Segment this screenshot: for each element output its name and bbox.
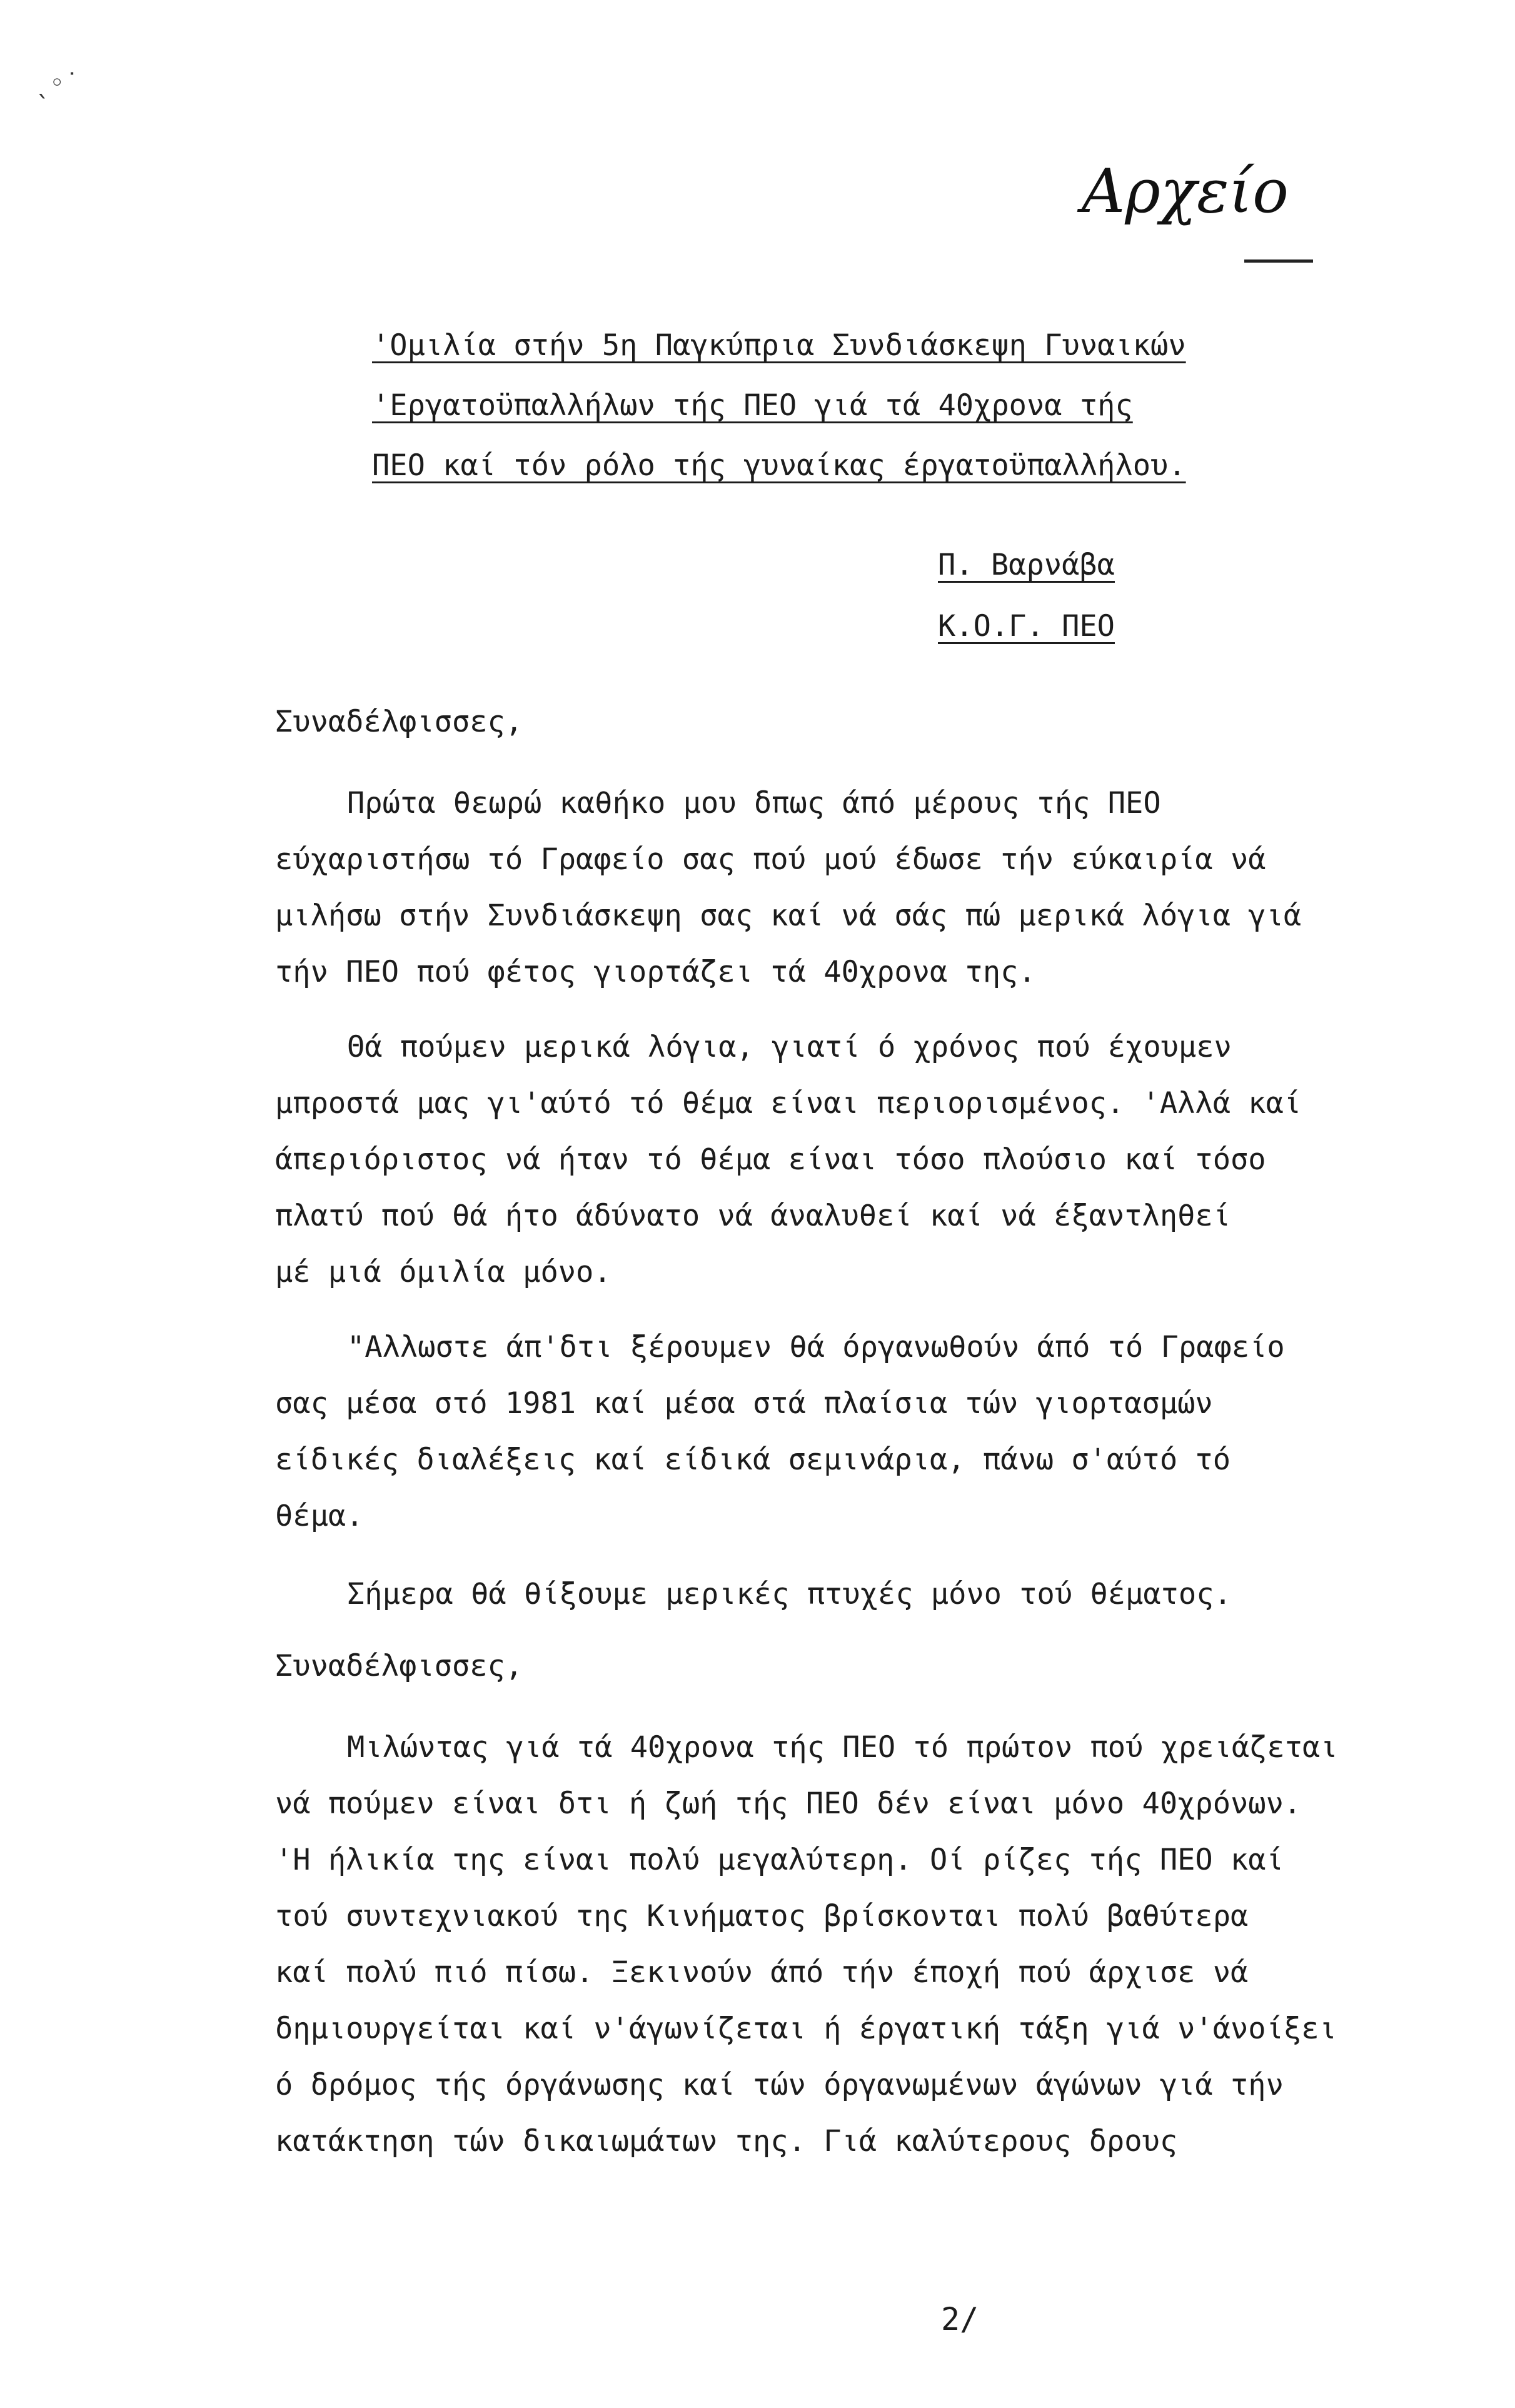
speech-title xyxy=(372,316,1260,496)
salutation: Συναδέλφισσες, xyxy=(275,1649,523,1683)
body-line: νά πούμεν είναι δτι ή ζωή τής ΠΕΟ δέν είναι μόνο 40χρόνων. xyxy=(275,1786,1302,1821)
author-name: Π. Βαρνάβα xyxy=(938,548,1115,582)
title-line: 'Εργατοϋπαλλήλων τής ΠΕΟ γιά τά 40χρονα τής xyxy=(372,388,1133,423)
body-line: σας μέσα στό 1981 καί μέσα στά πλαίσια τών γιορτασμών xyxy=(275,1386,1213,1421)
body-line: είδικές διαλέξεις καί είδικά σεμινάρια, πάνω σ'αύτό τό xyxy=(275,1443,1231,1477)
body-line: μέ μιά όμιλία μόνο. xyxy=(275,1255,612,1289)
salutation: Συναδέλφισσες, xyxy=(275,705,523,739)
body-line: "Αλλωστε άπ'δτι ξέρουμεν θά όργανωθούν άπό τό Γραφείο xyxy=(347,1330,1285,1364)
author-role: Κ.Ο.Γ. ΠΕΟ xyxy=(938,609,1115,643)
body-line: 'Η ήλικία της είναι πολύ μεγαλύτερη. Οί ρίζες τής ΠΕΟ καί xyxy=(275,1843,1284,1877)
body-line: Μιλώντας γιά τά 40χρονα τής ΠΕΟ τό πρώτον πού χρειάζεται xyxy=(347,1730,1338,1765)
body-line: τήν ΠΕΟ πού φέτος γιορτάζει τά 40χρονα της. xyxy=(275,955,1036,989)
body-line: εύχαριστήσω τό Γραφείο σας πού μού έδωσε τήν εύκαιρία νά xyxy=(275,842,1266,877)
handwritten-underline xyxy=(1244,259,1313,263)
body-line: μιλήσω στήν Συνδιάσκεψη σας καί νά σάς πώ μερικά λόγια γιά xyxy=(275,899,1302,933)
page-number: 2/ xyxy=(941,2301,979,2337)
body-line: ό δρόμος τής όργάνωσης καί τών όργανωμένων άγώνων γιά τήν xyxy=(275,2068,1284,2102)
body-line: καί πολύ πιό πίσω. Ξεκινούν άπό τήν έποχή πού άρχισε νά xyxy=(275,1955,1249,1990)
author-block xyxy=(938,535,1115,657)
body-line: κατάκτηση τών δικαιωμάτων της. Γιά καλύτερους δρους xyxy=(275,2124,1178,2159)
title-line: ΠΕΟ καί τόν ρόλο τής γυναίκας έργατοϋπαλλήλου. xyxy=(372,448,1186,483)
body-line: θέμα. xyxy=(275,1499,364,1533)
body-line: Θά πούμεν μερικά λόγια, γιατί ό χρόνος πού έχουμεν xyxy=(347,1030,1232,1064)
body-line: τού συντεχνιακού της Κινήματος βρίσκονται πολύ βαθύτερα xyxy=(275,1899,1249,1933)
body-line: δημιουργείται καί ν'άγωνίζεται ή έργατική τάξη γιά ν'άνοίξει xyxy=(275,2012,1337,2046)
handwritten-note: Αρχείο xyxy=(1082,156,1289,226)
body-line: άπεριόριστος νά ήταν τό θέμα είναι τόσο πλούσιο καί τόσο xyxy=(275,1142,1266,1177)
body-line: Πρώτα θεωρώ καθήκο μου δπως άπό μέρους τής ΠΕΟ xyxy=(347,786,1161,820)
body-line: μπροστά μας γι'αύτό τό θέμα είναι περιορισμένος. 'Αλλά καί xyxy=(275,1086,1302,1121)
body-line: Σήμερα θά θίξουμε μερικές πτυχές μόνο τού θέματος. xyxy=(347,1577,1232,1611)
body-line: πλατύ πού θά ήτο άδύνατο νά άναλυθεί καί νά έξαντληθεί xyxy=(275,1199,1231,1233)
corner-mark: ˎ◦˙ xyxy=(34,69,80,98)
title-line: 'Ομιλία στήν 5η Παγκύπρια Συνδιάσκεψη Γυναικών xyxy=(372,328,1186,363)
